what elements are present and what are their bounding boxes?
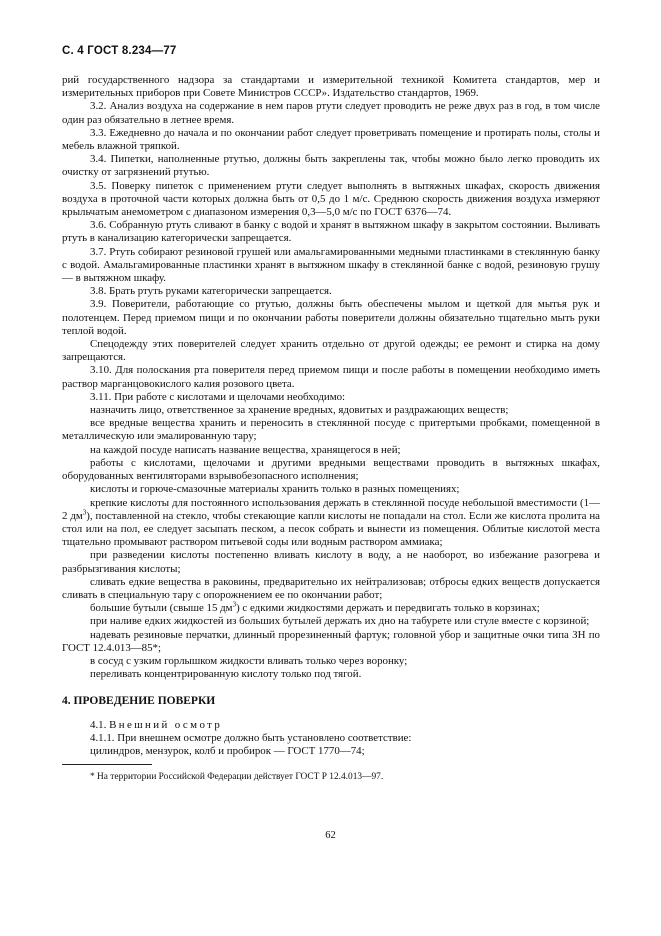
- paragraph-3-10: 3.10. Для полоскания рта поверителя перед приемом пищи и после работы в помещении необходимо иметь раствор марганцовокислого калия розового цвета.: [62, 364, 600, 390]
- list-item: переливать концентрированную кислоту только под тягой.: [90, 668, 362, 681]
- list-item: при наливе едких жидкостей из больших бутылей держать их дно на табурете или стуле вместе с корзиной;: [90, 615, 590, 628]
- page-number: 62: [325, 830, 336, 841]
- text-run: большие бутыли (свыше 15 дм: [90, 602, 233, 615]
- paragraph-3-9: 3.9. Поверители, работающие со ртутью, должны быть обеспечены мылом и щеткой для мытья рук и полотенцем. Перед приемом пищи и по окончании работы поверители должны обязательно тщательно мыть руки теплой водой.: [62, 298, 600, 337]
- list-item-bottles: [62, 602, 600, 615]
- document-body: [62, 74, 600, 783]
- superscript: 3: [232, 600, 237, 609]
- footnote: * На территории Российской Федерации действует ГОСТ Р 12.4.013—97.: [90, 772, 384, 783]
- list-item: сливать едкие вещества в раковины, предварительно их нейтрализовав; отбросы едких веществ допускается сливать в специальную тару с опорожнением ее по окончании работ;: [62, 575, 600, 601]
- paragraph-3-2: 3.2. Анализ воздуха на содержание в нем паров ртути следует проводить не реже двух раз в год, в том числе один раз обязательно в летнее время.: [62, 100, 600, 126]
- subsection-number: 4.1.: [90, 718, 107, 731]
- superscript: 3: [82, 508, 87, 517]
- text-run: крепкие кислоты для постоянного использования держать в стеклянной посуде небольшой вместимости (1—2 дм: [62, 496, 600, 522]
- text-run: ) с едкими жидкостями держать и передвигать только в корзинах;: [236, 602, 540, 615]
- list-item: при разведении кислоты постепенно вливать кислоту в воду, а не наоборот, во избежание разогрева и разбрызгивания кислоты;: [62, 549, 600, 575]
- list-item-acids: [62, 497, 600, 550]
- paragraph-3-7: 3.7. Ртуть собирают резиновой грушей или амальгамированными медными пластинками в стеклянную банку с водой. Амальгамированные пластинки хранят в вытяжном шкафу в стеклянной банке с водой, резиновую грушу — в вытяжном шкафу.: [62, 245, 600, 285]
- list-item: все вредные вещества хранить и переносить в стеклянной посуде с притертыми пробками, помещенной в металлическую или эмалированную тару;: [62, 417, 600, 443]
- paragraph-3-6: 3.6. Собранную ртуть сливают в банку с водой и хранят в вытяжном шкафу в закрытом состоянии. Выливать ртуть в канализацию категорически запрещается.: [62, 219, 600, 245]
- list-item: работы с кислотами, щелочами и другими вредными веществами проводить в вытяжных шкафах, оборудованных вентиляторами взрывобезопасного исполнения;: [62, 456, 600, 483]
- paragraph-3-8: 3.8. Брать ртуть руками категорически запрещается.: [90, 285, 332, 298]
- paragraph-4-1-1: 4.1.1. При внешнем осмотре должно быть установлено соответствие:: [90, 731, 412, 744]
- section-title: 4. ПРОВЕДЕНИЕ ПОВЕРКИ: [62, 695, 216, 708]
- footnote-divider: [62, 764, 152, 765]
- list-item: назначить лицо, ответственное за хранение вредных, ядовитых и раздражающих веществ;: [90, 404, 509, 417]
- paragraph-3-3: 3.3. Ежедневно до начала и по окончании работ следует проветривать помещение и протирать полы, столы и мебель влажной тряпкой.: [62, 126, 600, 153]
- list-item: в сосуд с узким горлышком жидкости вливать только через воронку;: [90, 654, 408, 667]
- text-run: ), поставленной на стекло, чтобы стекающие капли кислоты не попадали на стол. Если же кислота пролита на стол или на пол, ее следует засыпать песком, а песок собрать и вынести из помещения. Облитые кислотой места тщательно промывают раствором питьевой соды или водным раствором аммиака;: [62, 509, 601, 549]
- subsection-title: Внешний осмотр: [109, 718, 223, 731]
- list-item: на каждой посуде написать название вещества, хранящегося в ней;: [90, 443, 401, 456]
- paragraph-3-4: 3.4. Пипетки, наполненные ртутью, должны быть закреплены так, чтобы можно было легко проводить их очистку от загрязнений ртутью.: [62, 153, 600, 179]
- page-header: С. 4 ГОСТ 8.234—77: [62, 45, 177, 57]
- list-item: кислоты и горюче-смазочные материалы хранить только в разных помещениях;: [90, 483, 460, 496]
- list-item: цилиндров, мензурок, колб и пробирок — ГОСТ 1770—74;: [90, 744, 365, 757]
- paragraph-3-5: 3.5. Поверку пипеток с применением ртути следует выполнять в вытяжных шкафах, скорость движения воздуха в проточной части которых должна быть от 0,5 до 1 м/с. Среднюю скорость движения воздуха измеряют крыльчатым анемометром с диапазоном измерения 0,3—5,0 м/с по ГОСТ 6376—74.: [62, 179, 600, 219]
- paragraph-workwear: Спецодежду этих поверителей следует хранить отдельно от другой одежды; ее ремонт и стирка на дому запрещаются.: [62, 338, 600, 364]
- list-item: надевать резиновые перчатки, длинный прорезиненный фартук; головной убор и защитные очки типа ЗН по ГОСТ 12.4.013—85*;: [62, 628, 600, 654]
- subsection-heading: [62, 719, 600, 732]
- paragraph: рий государственного надзора за стандартами и измерительной техникой Комитета стандартов, мер и измерительных приборов при Совете Министров СССР». Издательство стандартов, 1969.: [62, 74, 600, 100]
- paragraph-3-11: 3.11. При работе с кислотами и щелочами необходимо:: [90, 390, 346, 403]
